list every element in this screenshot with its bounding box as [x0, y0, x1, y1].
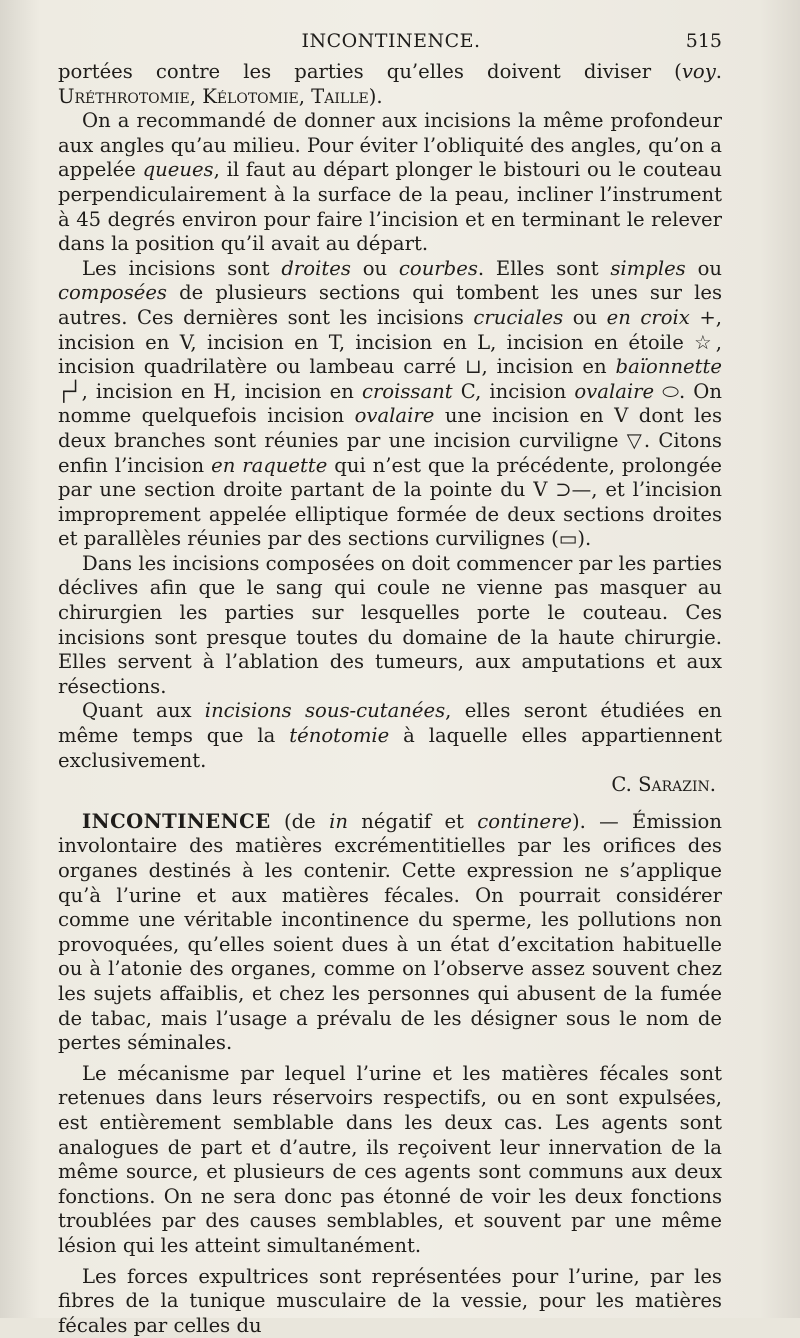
incontinence-paragraph-3: Les forces expultrices sont représentées pour l’urine, par les fibres de la tunique musculaire de la vessie, pour les matières fécales par celles du [58, 1265, 722, 1338]
incisions-paragraph-1: portées contre les parties qu’elles doivent diviser (voy. Uréthrotomie, Kélotomie, Taille). [58, 60, 722, 109]
page-number: 515 [686, 26, 722, 56]
incisions-paragraph-4: Dans les incisions composées on doit commencer par les parties déclives afin que le sang qui coule ne vienne pas masquer au chirurgien les parties sur lesquelles porte le couteau. Ces incisions sont presque toutes du domaine de la haute chirurgie. Elles servent à l’ablation des tumeurs, aux amputations et aux résections. [58, 552, 722, 700]
body-text [58, 60, 722, 1338]
author-signature: C. Sarazin. [58, 773, 722, 798]
incisions-paragraph-5: Quant aux incisions sous-cutanées, elles seront étudiées en même temps que la ténotomie à laquelle elles appartiennent exclusivement. [58, 699, 722, 773]
running-head: INCONTINENCE. [60, 26, 722, 56]
incontinence-paragraph-2: Le mécanisme par lequel l’urine et les matières fécales sont retenues dans leurs réservoirs respectifs, ou en sont expulsées, est entièrement semblable dans les deux cas. Les agents sont analogues de part et d’autre, ils reçoivent leur innervation de la même source, et plusieurs de ces agents sont communs aux deux fonctions. On ne sera donc pas étonné de voir les deux fonctions troublées par des causes semblables, et souvent par une même lésion qui les atteint simultanément. [58, 1062, 722, 1259]
incontinence-entry: INCONTINENCE (de in négatif et continere). — Émission involontaire des matières excrémentitielles par les orifices des organes destinés à les contenir. Cette expression ne s’applique qu’à l’urine et aux matières fécales. On pourrait considérer comme une véritable incontinence du sperme, les pollutions non provoquées, qu’elles soient dues à un état d’excitation habituelle ou à l’atonie des organes, comme on l’observe assez souvent chez les sujets affaiblis, et chez les personnes qui abusent de la fumée de tabac, mais l’usage a prévalu de les désigner sous le nom de pertes séminales. [58, 810, 722, 1056]
page-header [60, 26, 722, 56]
incisions-paragraph-2: On a recommandé de donner aux incisions la même profondeur aux angles qu’au milieu. Pour éviter l’obliquité des angles, qu’on a appelée queues, il faut au départ plonger le bistouri ou le couteau perpendiculairement à la surface de la peau, incliner l’instrument à 45 degrés environ pour faire l’incision et en terminant le relever dans la position qu’il avait au départ. [58, 109, 722, 257]
incisions-paragraph-3: Les incisions sont droites ou courbes. Elles sont simples ou composées de plusieurs sections qui tombent les unes sur les autres. Ces dernières sont les incisions cruciales ou en croix +, incision en V, incision en T, incision en L, incision en étoile ☆, incision quadrilatère ou lambeau carré ⊔, incision en baïonnette ┌┘, incision en H, incision en croissant C, incision ovalaire ⬭. On nomme quelquefois incision ovalaire une incision en V dont les deux branches sont réunies par une incision curviligne ▽. Citons enfin l’incision en raquette qui n’est que la précédente, prolongée par une section droite partant de la pointe du V ⊃—, et l’incision improprement appelée elliptique formée de deux sections droites et parallèles réunies par des sections curvilignes (▭). [58, 257, 722, 552]
entry-headword: INCONTINENCE [82, 810, 271, 833]
